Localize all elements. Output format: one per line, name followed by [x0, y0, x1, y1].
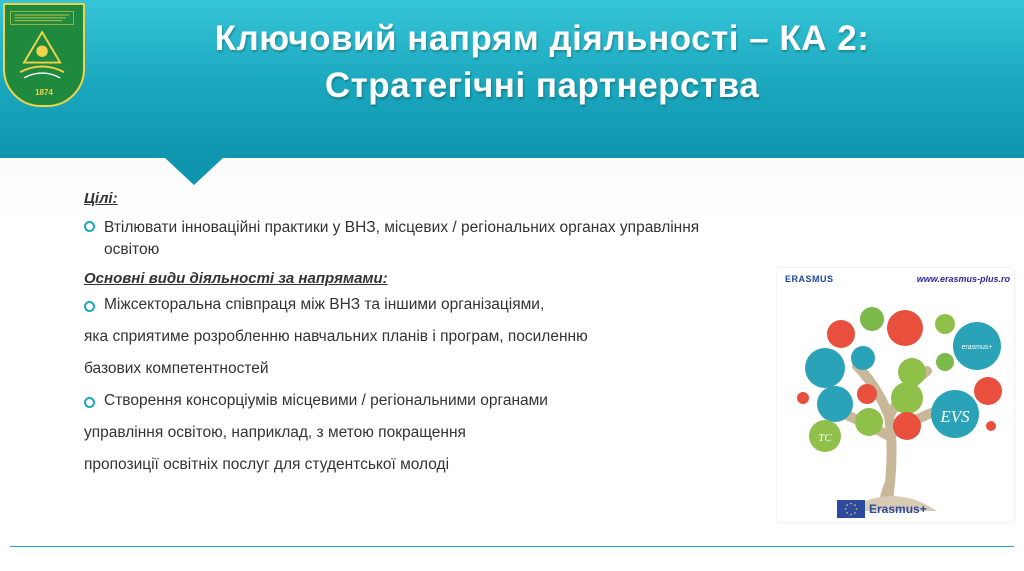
- title-line-1: Ключовий напрям діяльності – КА 2:: [214, 19, 870, 58]
- erasmus-url: www.erasmus-plus.ro: [916, 274, 1010, 284]
- erasmus-brand: ERASMUS: [785, 274, 834, 284]
- bullet-circle-icon: [84, 397, 95, 408]
- footer-divider: [10, 546, 1014, 547]
- eu-flag-icon: [837, 500, 865, 518]
- activity-2-line-2: управління освітою, наприклад, з метою покращення: [84, 424, 466, 441]
- university-logo: [3, 3, 85, 107]
- bullet-circle-icon: [84, 301, 95, 312]
- erasmus-plus-label: Erasmus+: [869, 502, 927, 516]
- erasmus-footer: [837, 500, 927, 518]
- tree-label-tc: TC: [818, 432, 832, 444]
- banner-notch: [164, 157, 224, 185]
- erasmus-tree-icon: [777, 286, 1014, 516]
- activity-1-line-1: Міжсекторальна співпраця між ВНЗ та іншими організаціями,: [104, 296, 545, 313]
- tree-label-erasmus-plus: erasmus+: [961, 344, 993, 351]
- bullet-circle-icon: [84, 221, 95, 232]
- activity-2-line-1: Створення консорціумів місцевими / регіональними органами: [104, 392, 548, 409]
- goal-text: [104, 217, 962, 261]
- logo-year: 1874: [35, 88, 53, 97]
- activities-heading: Основні види діяльності за напрямами:: [84, 270, 388, 287]
- erasmus-tree-image: [777, 268, 1014, 522]
- goals-heading: Цілі:: [84, 190, 118, 207]
- goal-line-1: Втілювати інноваційні практики у ВНЗ, місцевих / регіональних органах управління: [104, 219, 700, 236]
- slide-title: [100, 15, 984, 109]
- activity-1-line-3: базових компетентностей: [84, 360, 269, 377]
- title-banner: [0, 0, 1024, 158]
- tree-label-evs: EVS: [940, 407, 970, 426]
- erasmus-image-header: [785, 274, 1010, 284]
- goal-item: [84, 217, 964, 261]
- activity-2-line-3: пропозиції освітніх послуг для студентської молоді: [84, 456, 450, 473]
- goal-line-2: освітою: [104, 241, 160, 258]
- title-line-2: Стратегічні партнерства: [324, 66, 760, 105]
- activity-1-line-2: яка сприятиме розробленню навчальних планів і програм, посиленню: [84, 328, 588, 345]
